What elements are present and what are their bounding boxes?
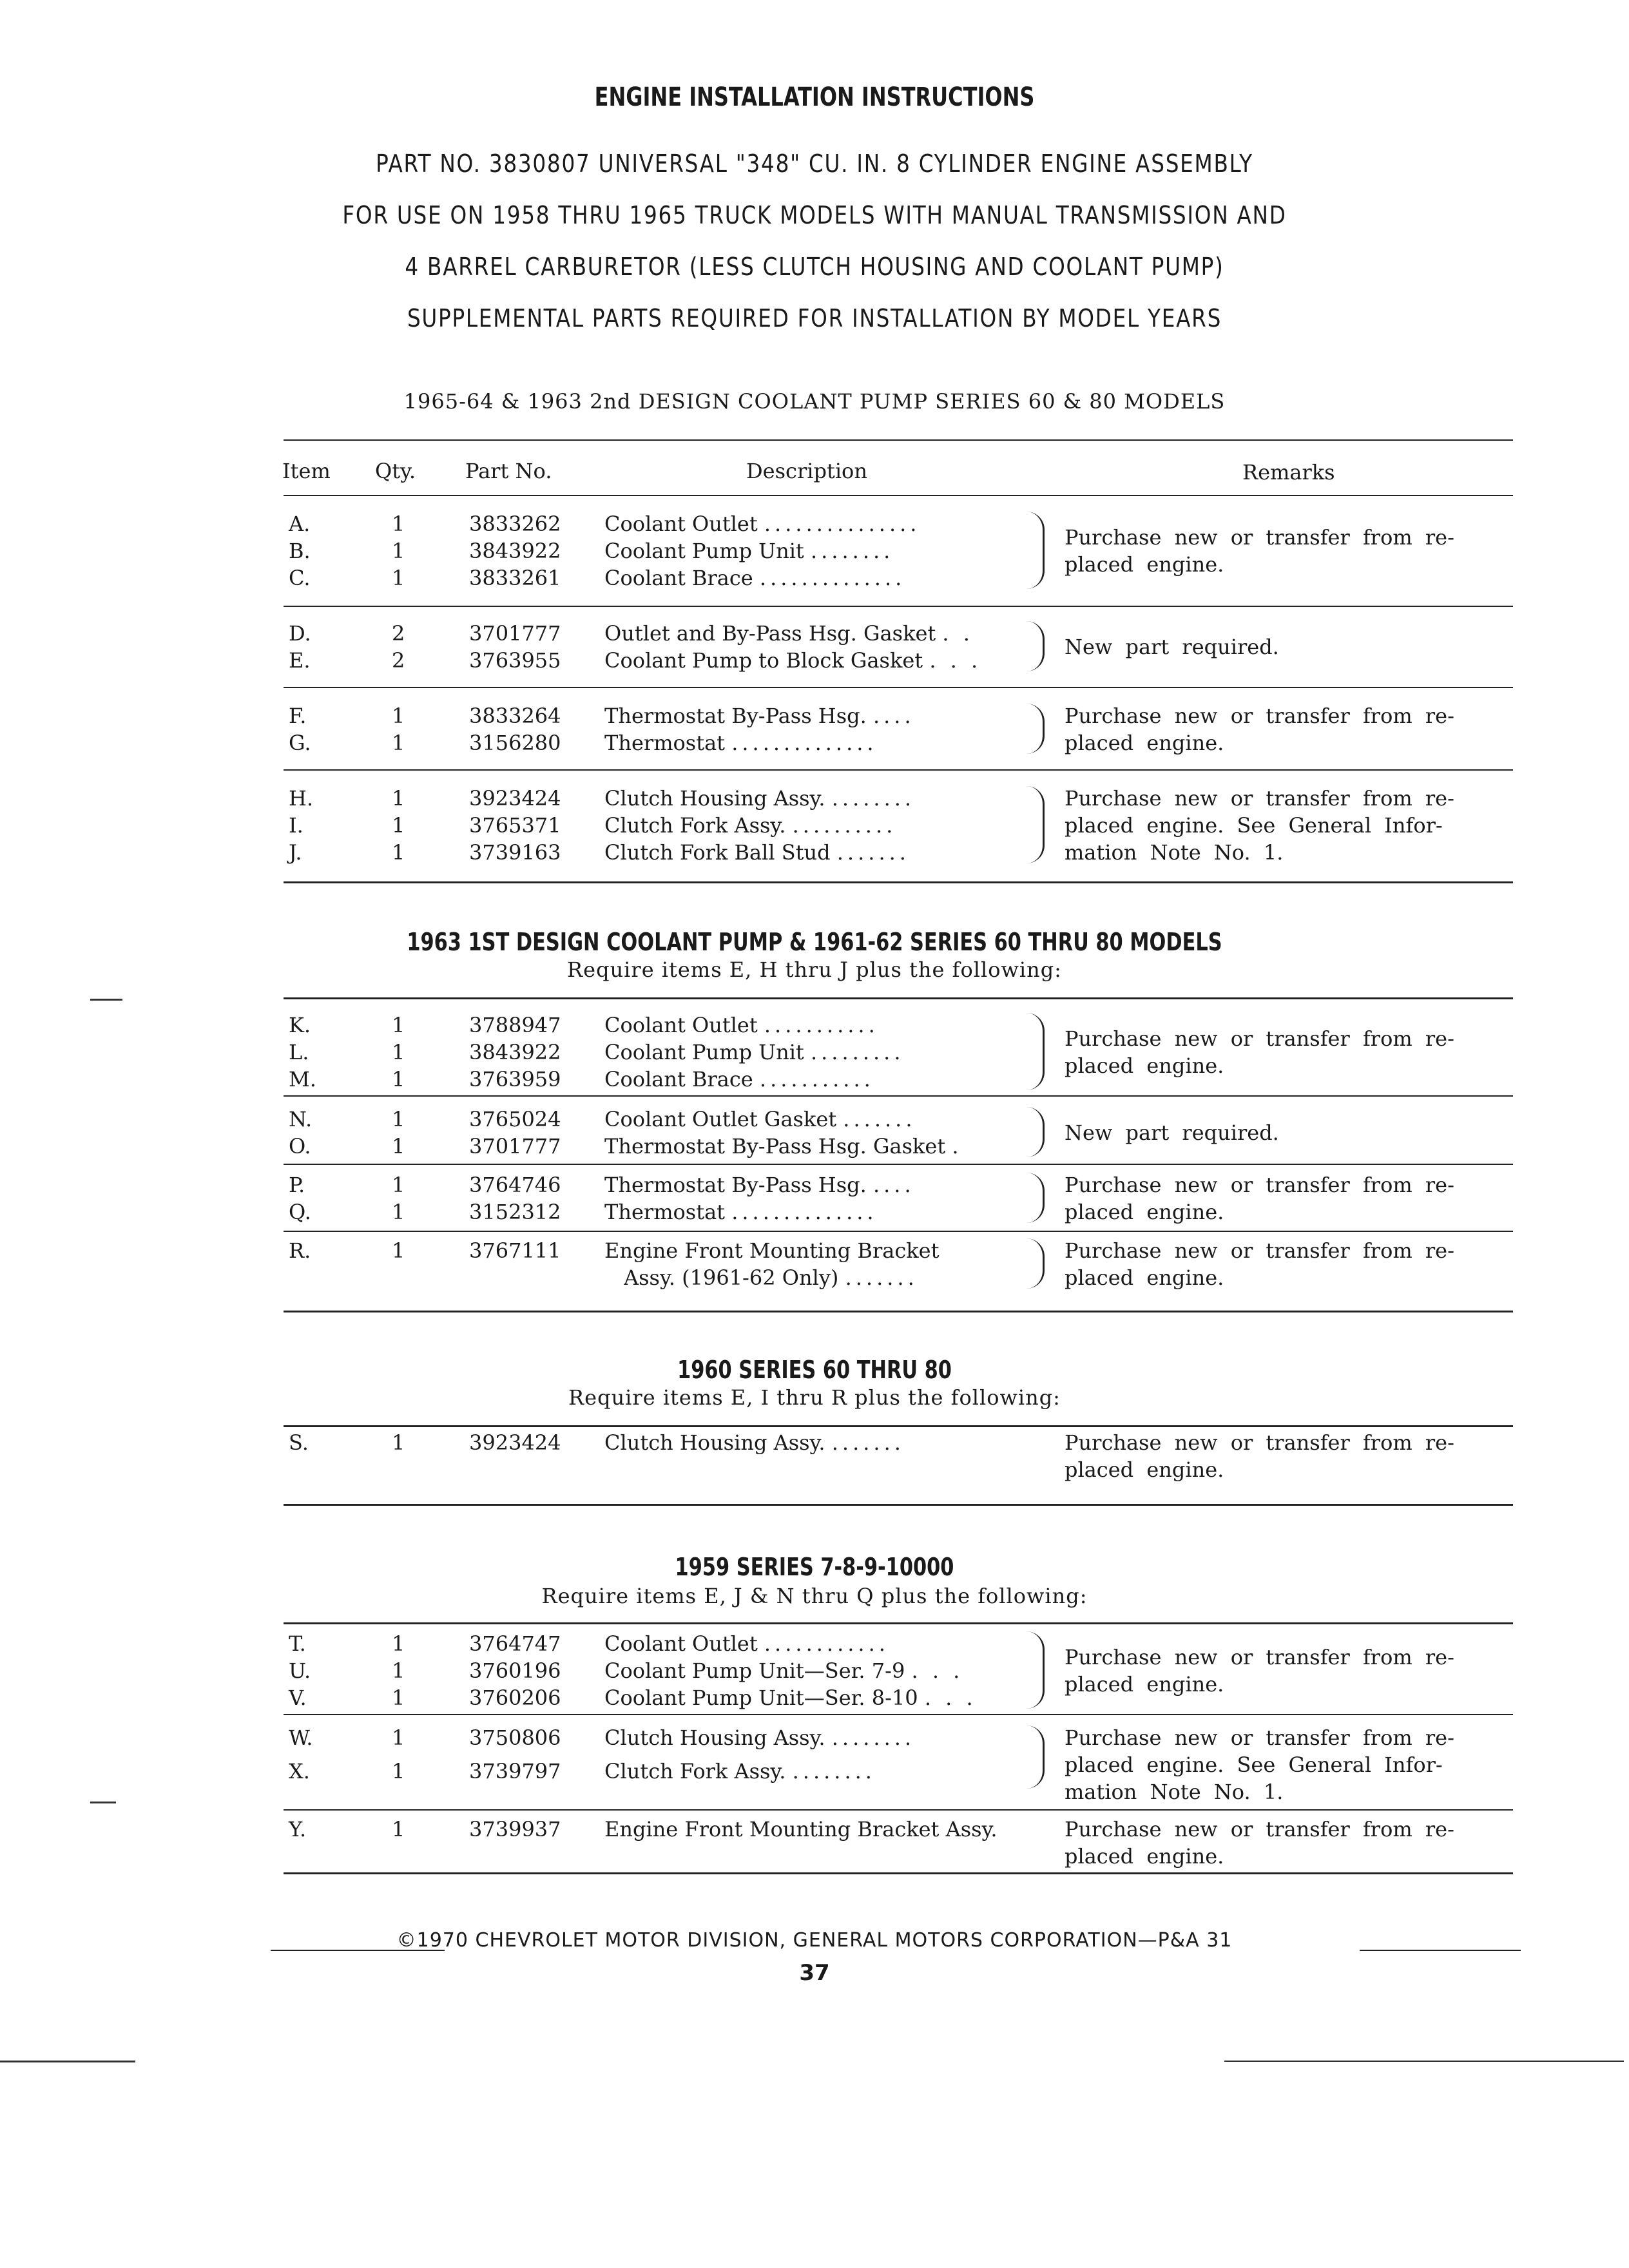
remarks-text: Purchase new or transfer from re- placed engine. See General Infor- mation Note No. 1. xyxy=(1065,1725,1454,1804)
scan-mark-3 xyxy=(0,2061,135,2062)
part-description xyxy=(624,1264,1043,1291)
part-description xyxy=(604,1198,1023,1225)
part-description xyxy=(604,1657,1023,1684)
part-description xyxy=(604,1758,1023,1785)
quantity: 1 xyxy=(392,786,405,811)
leader-dots: ....... xyxy=(836,840,910,865)
group-rule xyxy=(284,1164,1513,1165)
quantity: 1 xyxy=(392,1658,405,1683)
description-text: Thermostat By-Pass Hsg. xyxy=(604,1173,873,1197)
part-number: 3764746 xyxy=(469,1173,561,1197)
quantity: 1 xyxy=(392,704,405,728)
quantity: 1 xyxy=(392,1107,405,1131)
part-number: 3788947 xyxy=(469,1013,561,1037)
remarks-text: Purchase new or transfer from re- placed engine. xyxy=(1065,1645,1454,1696)
quantity: 1 xyxy=(392,1200,405,1224)
group-rule xyxy=(284,1231,1513,1232)
description-text: Clutch Housing Assy. xyxy=(604,1725,832,1750)
header-line-3: 4 BARREL CARBURETOR (LESS CLUTCH HOUSING AND COOLANT PUMP) xyxy=(405,253,1224,281)
item-code: L. xyxy=(289,1040,309,1064)
part-number: 3701777 xyxy=(469,1134,561,1158)
part-number: 3763959 xyxy=(469,1067,561,1091)
part-number: 3923424 xyxy=(469,786,561,811)
item-code: P. xyxy=(289,1173,305,1197)
description-text: Coolant Outlet xyxy=(604,1631,764,1656)
section-3-note: Require items E, I thru R plus the following: xyxy=(568,1385,1061,1410)
leader-dots: . . xyxy=(942,621,974,646)
part-number: 3739797 xyxy=(469,1759,561,1783)
item-code: M. xyxy=(289,1067,316,1091)
remarks-text: Purchase new or transfer from re- placed engine. See General Infor- mation Note No. 1. xyxy=(1065,786,1454,865)
item-code: C. xyxy=(289,566,311,590)
part-description xyxy=(604,729,1023,756)
description-text: Thermostat By-Pass Hsg. Gasket xyxy=(604,1134,952,1158)
quantity: 1 xyxy=(392,539,405,563)
group-rule xyxy=(284,769,1513,771)
part-number: 3765024 xyxy=(469,1107,561,1131)
item-code: Q. xyxy=(289,1200,311,1224)
leader-dots: .... xyxy=(872,704,915,728)
quantity: 1 xyxy=(392,731,405,755)
quantity: 1 xyxy=(392,1759,405,1783)
leader-dots: .............. xyxy=(731,1200,878,1224)
part-number: 3763955 xyxy=(469,648,561,673)
part-number: 3701777 xyxy=(469,621,561,646)
page-title: ENGINE INSTALLATION INSTRUCTIONS xyxy=(594,82,1035,112)
part-number: 3833262 xyxy=(469,512,561,536)
part-description xyxy=(604,1237,1023,1264)
leader-dots: ....... xyxy=(843,1107,916,1131)
item-code: J. xyxy=(289,840,302,865)
leader-dots: . . . xyxy=(924,1686,977,1710)
quantity: 1 xyxy=(392,566,405,590)
item-code: E. xyxy=(289,648,311,673)
description-text: Thermostat By-Pass Hsg. xyxy=(604,704,873,728)
part-description xyxy=(604,1724,1023,1751)
remarks-text: Purchase new or transfer from re- placed engine. xyxy=(1065,1817,1454,1869)
description-text: Coolant Outlet Gasket xyxy=(604,1107,843,1131)
leader-dots: .............. xyxy=(759,566,906,590)
part-description xyxy=(604,785,1023,812)
description-text: Assy. (1961-62 Only) xyxy=(624,1265,845,1290)
quantity: 2 xyxy=(392,621,405,646)
header-line-1: PART NO. 3830807 UNIVERSAL "348" CU. IN. 8 CYLINDER ENGINE ASSEMBLY xyxy=(376,149,1253,178)
part-description xyxy=(604,702,1023,729)
description-text: Thermostat xyxy=(604,731,732,755)
description-text: Coolant Pump Unit—Ser. 8-10 xyxy=(604,1686,925,1710)
section-2-top-rule xyxy=(284,997,1513,999)
description-text: Clutch Housing Assy. xyxy=(604,1430,832,1455)
quantity: 2 xyxy=(392,648,405,673)
item-code: A. xyxy=(289,512,311,536)
scan-mark-1 xyxy=(90,999,122,1001)
description-text: Coolant Pump Unit xyxy=(604,1040,811,1064)
description-text: Thermostat xyxy=(604,1200,732,1224)
group-brace xyxy=(1026,1725,1045,1789)
leader-dots: . xyxy=(952,1134,963,1158)
part-description xyxy=(604,620,1023,647)
part-number: 3843922 xyxy=(469,1040,561,1064)
remarks-text: New part required. xyxy=(1065,635,1279,659)
description-text: Coolant Brace xyxy=(604,566,760,590)
description-text: Clutch Fork Assy. xyxy=(604,813,793,838)
quantity: 1 xyxy=(392,1134,405,1158)
quantity: 1 xyxy=(392,1238,405,1263)
scan-mark-2 xyxy=(90,1802,116,1803)
leader-dots: ....... xyxy=(845,1265,918,1290)
part-number: 3750806 xyxy=(469,1725,561,1750)
description-text: Coolant Pump Unit—Ser. 7-9 xyxy=(604,1658,912,1683)
description-text: Coolant Pump Unit xyxy=(604,539,811,563)
group-brace xyxy=(1026,1013,1045,1090)
part-description xyxy=(604,1066,1023,1093)
col-remarks-header: Remarks xyxy=(1242,460,1335,485)
item-code: V. xyxy=(289,1686,307,1710)
section-3-top-rule xyxy=(284,1425,1513,1427)
part-description xyxy=(604,647,1023,674)
remarks-text: Purchase new or transfer from re- placed engine. xyxy=(1065,1430,1454,1482)
leader-dots: ............... xyxy=(764,512,921,536)
part-number: 3156280 xyxy=(469,731,561,755)
item-code: N. xyxy=(289,1107,313,1131)
group-brace xyxy=(1026,1631,1045,1709)
item-code: R. xyxy=(289,1238,311,1263)
header-line-2: FOR USE ON 1958 THRU 1965 TRUCK MODELS WITH MANUAL TRANSMISSION AND xyxy=(342,201,1287,229)
item-code: Y. xyxy=(289,1817,307,1841)
description-text: Coolant Outlet xyxy=(604,512,764,536)
part-description xyxy=(604,1171,1023,1198)
item-code: X. xyxy=(289,1759,310,1783)
quantity: 1 xyxy=(392,1430,405,1455)
remarks-text: Purchase new or transfer from re- placed engine. xyxy=(1065,1238,1454,1290)
group-brace xyxy=(1026,786,1045,863)
leader-dots: ........ xyxy=(831,786,916,811)
part-description xyxy=(604,1133,1023,1160)
leader-dots: ......... xyxy=(810,1040,905,1064)
group-rule xyxy=(284,606,1513,607)
remarks-text: Purchase new or transfer from re- placed engine. xyxy=(1065,1026,1454,1078)
leader-dots: ............ xyxy=(764,1631,889,1656)
part-number: 3739937 xyxy=(469,1817,561,1841)
leader-dots: ........... xyxy=(764,1013,879,1037)
part-number: 3760206 xyxy=(469,1686,561,1710)
quantity: 1 xyxy=(392,813,405,838)
part-description xyxy=(604,1012,1023,1039)
leader-dots: .......... xyxy=(792,813,897,838)
part-number: 3833264 xyxy=(469,704,561,728)
description-text: Coolant Brace xyxy=(604,1067,760,1091)
description-text: Engine Front Mounting Bracket Assy. xyxy=(604,1817,998,1841)
section-2-title: 1963 1ST DESIGN COOLANT PUMP & 1961-62 SERIES 60 THRU 80 MODELS xyxy=(407,928,1222,956)
description-text: Clutch Fork Assy. xyxy=(604,1759,793,1783)
section-1-title: 1965-64 & 1963 2nd DESIGN COOLANT PUMP SERIES 60 & 80 MODELS xyxy=(403,389,1226,414)
part-description xyxy=(604,564,1023,591)
description-text: Clutch Fork Ball Stud xyxy=(604,840,837,865)
part-number: 3767111 xyxy=(469,1238,561,1263)
item-code: K. xyxy=(289,1013,311,1037)
part-number: 3152312 xyxy=(469,1200,561,1224)
part-number: 3765371 xyxy=(469,813,561,838)
leader-dots: ........ xyxy=(810,539,894,563)
group-brace xyxy=(1026,512,1045,589)
leader-dots: . . . xyxy=(911,1658,964,1683)
part-description xyxy=(604,1684,1023,1711)
item-code: D. xyxy=(289,621,311,646)
remarks-text: New part required. xyxy=(1065,1120,1279,1145)
part-number: 3843922 xyxy=(469,539,561,563)
group-rule xyxy=(284,687,1513,688)
section-4-note: Require items E, J & N thru Q plus the following: xyxy=(541,1584,1088,1608)
group-rule xyxy=(284,1809,1513,1811)
description-text: Coolant Outlet xyxy=(604,1013,764,1037)
group-rule xyxy=(284,1504,1513,1506)
remarks-text: Purchase new or transfer from re- placed engine. xyxy=(1065,704,1454,755)
leader-dots: .... xyxy=(872,1173,915,1197)
col-part-header: Part No. xyxy=(465,459,552,483)
item-code: O. xyxy=(289,1134,311,1158)
part-number: 3923424 xyxy=(469,1430,561,1455)
leader-dots: ........ xyxy=(792,1759,876,1783)
copyright-line: ©1970 CHEVROLET MOTOR DIVISION, GENERAL MOTORS CORPORATION—P&A 31 xyxy=(396,1929,1233,1952)
group-rule xyxy=(284,1714,1513,1715)
col-qty-header: Qty. xyxy=(375,459,416,483)
item-code: W. xyxy=(289,1725,313,1750)
remarks-text: Purchase new or transfer from re- placed engine. xyxy=(1065,525,1454,577)
part-description xyxy=(604,812,1023,839)
part-description xyxy=(604,510,1023,537)
group-rule xyxy=(284,1311,1513,1312)
item-code: F. xyxy=(289,704,307,728)
leader-dots: . . . xyxy=(929,648,982,673)
quantity: 1 xyxy=(392,1040,405,1064)
item-code: B. xyxy=(289,539,311,563)
part-description xyxy=(604,1106,1023,1133)
quantity: 1 xyxy=(392,1013,405,1037)
description-text: Outlet and By-Pass Hsg. Gasket xyxy=(604,621,943,646)
part-description xyxy=(604,1630,1023,1657)
quantity: 1 xyxy=(392,1817,405,1841)
part-description xyxy=(604,1816,1023,1843)
scan-mark-4 xyxy=(1224,2061,1624,2062)
part-description xyxy=(604,839,1023,866)
section-4-top-rule xyxy=(284,1622,1513,1624)
section-3-title: 1960 SERIES 60 THRU 80 xyxy=(677,1356,952,1384)
item-code: T. xyxy=(289,1631,306,1656)
part-number: 3739163 xyxy=(469,840,561,865)
section-2-note: Require items E, H thru J plus the following: xyxy=(567,957,1062,982)
group-rule xyxy=(284,881,1513,883)
top-rule xyxy=(284,439,1513,441)
quantity: 1 xyxy=(392,1686,405,1710)
item-code: I. xyxy=(289,813,304,838)
page-number: 37 xyxy=(799,1960,830,1986)
item-code: G. xyxy=(289,731,311,755)
header-rule xyxy=(284,495,1513,496)
description-text: Coolant Pump to Block Gasket xyxy=(604,648,930,673)
leader-dots: ....... xyxy=(831,1430,905,1455)
item-code: H. xyxy=(289,786,314,811)
quantity: 1 xyxy=(392,1631,405,1656)
description-text: Engine Front Mounting Bracket xyxy=(604,1238,940,1263)
part-description xyxy=(604,1039,1023,1066)
leader-dots: ........ xyxy=(831,1725,916,1750)
group-rule xyxy=(284,1872,1513,1874)
quantity: 1 xyxy=(392,512,405,536)
part-number: 3833261 xyxy=(469,566,561,590)
remarks-text: Purchase new or transfer from re- placed engine. xyxy=(1065,1173,1454,1224)
leader-dots: .............. xyxy=(731,731,878,755)
quantity: 1 xyxy=(392,1725,405,1750)
group-rule xyxy=(284,1095,1513,1097)
part-description xyxy=(604,537,1023,564)
col-item-header: Item xyxy=(282,459,331,483)
quantity: 1 xyxy=(392,1173,405,1197)
item-code: S. xyxy=(289,1430,309,1455)
description-text: Clutch Housing Assy. xyxy=(604,786,832,811)
quantity: 1 xyxy=(392,1067,405,1091)
header-line-4: SUPPLEMENTAL PARTS REQUIRED FOR INSTALLATION BY MODEL YEARS xyxy=(407,304,1222,332)
quantity: 1 xyxy=(392,840,405,865)
section-4-title: 1959 SERIES 7-8-9-10000 xyxy=(675,1553,954,1581)
part-number: 3764747 xyxy=(469,1631,561,1656)
part-number: 3760196 xyxy=(469,1658,561,1683)
col-description-header: Description xyxy=(746,459,867,483)
part-description xyxy=(604,1429,1023,1456)
item-code: U. xyxy=(289,1658,311,1683)
leader-dots: ........... xyxy=(759,1067,874,1091)
